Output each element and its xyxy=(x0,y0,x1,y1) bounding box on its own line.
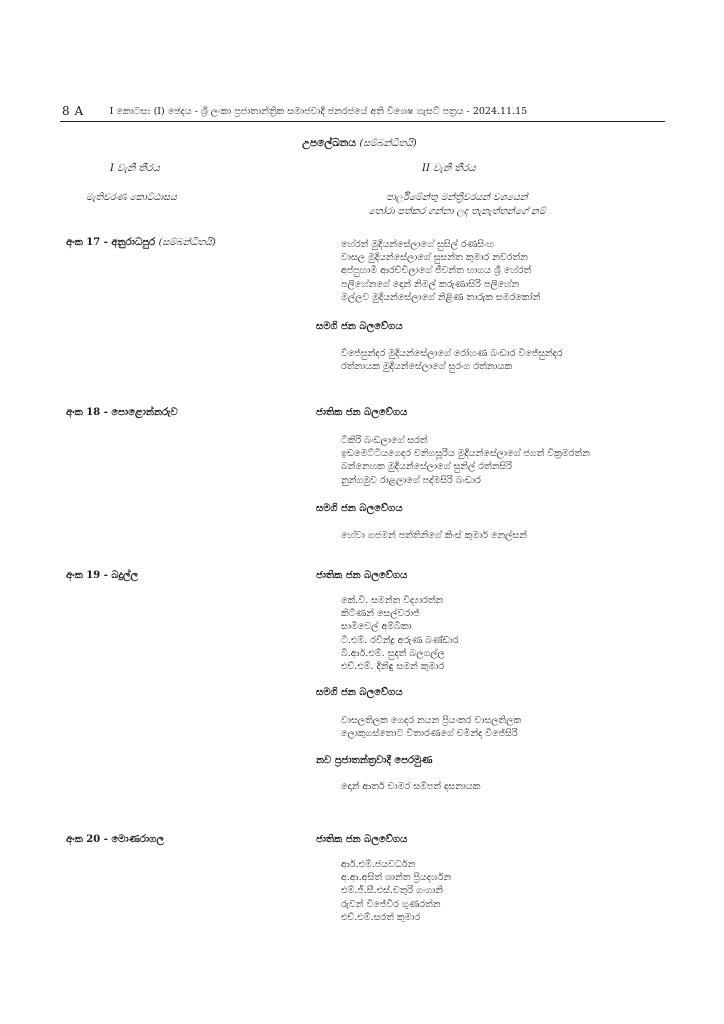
district-name: අංක 19 - බදුල්ල xyxy=(66,570,139,581)
member-name: වාසල මුදියන්සේලාගේ සුසන්ත කුමාර නවරත්න xyxy=(341,252,528,264)
member-name: සාමිවෙල් අම්බිකා xyxy=(341,621,412,633)
column-2-heading: II වැනි තීරය xyxy=(422,163,476,174)
district-label xyxy=(66,570,138,581)
name-list xyxy=(341,858,451,924)
column-2-subheading-line-1: පාර්ලිමේන්තු මන්ත්‍රීවරයන් වශයෙන් xyxy=(386,192,528,203)
member-name: විජේසුන්දර මුදියන්සේලාගේ රෝහණ බංඩාර විජේසුන්දර xyxy=(341,348,563,359)
party-heading: සමගි ජන බලවේගය xyxy=(316,503,403,514)
member-name: කිට්ණන් සෙල්වරාජ් xyxy=(341,608,420,620)
party-heading: ජාතික ජන බලවේගය xyxy=(316,570,408,581)
party-heading: නව ප්‍රජාතන්ත්‍රවාදී පෙරමුණ xyxy=(316,755,433,766)
name-list xyxy=(341,434,590,487)
party-heading: සමගි ජන බලවේගය xyxy=(316,687,403,698)
schedule-title-paren: (සම්බන්ධිතයි) xyxy=(359,138,417,149)
name-list xyxy=(341,780,480,793)
member-name: එම්.ජී.සී.එස්.චතුරි ගංගානි xyxy=(341,885,444,897)
member-name: රුවන් විජේවීර ගුණරත්න xyxy=(341,898,441,910)
name-list xyxy=(341,529,527,542)
district-name: අංක 20 - මොණරාගල xyxy=(66,834,164,845)
gazette-title: I කොටස: (I) ඡෙදය - ශ්‍රී ලංකා ප්‍රජාතාන්ත්‍රික සමාජවාදී ජනරජයේ අති විශෙෂ ගැසට් පත්‍රය - 2024.11.15 xyxy=(109,105,528,117)
member-name: වාසලතිලක ගෙදර නයන ප්‍රියංකර වාසලතිලක xyxy=(341,715,522,726)
column-2-subheading-line-2: තෝරා පත්කර ගන්නා ලද තැනැත්තන්ගේ නම් xyxy=(368,206,546,217)
member-name: පලිහේනගේ දොන් නිමල් කරුණාසිරි පලිහේන xyxy=(341,278,520,290)
member-name: ටී.එම්. රවීන්ද්‍ර අරුණ බණ්ඩාර xyxy=(341,634,459,646)
schedule-title xyxy=(302,137,417,150)
member-name: ටිකිරි බංඩලාගේ සරත් xyxy=(341,435,428,446)
member-name: අප්පුහාමි ආරච්චිලාගේ ජීවන්ත භාගය ශ්‍රී හේරත් xyxy=(341,265,532,277)
member-name: දොන් ආතර් චාමර සම්පත් දසනායක xyxy=(341,781,481,792)
column-1-heading: I වැනි තීරය xyxy=(110,163,160,174)
name-list xyxy=(341,594,459,673)
party-heading: සමගි ජන බලවේගය xyxy=(316,321,403,332)
name-list xyxy=(341,347,563,373)
schedule-title-text: උපලේඛනය xyxy=(302,137,356,149)
column-2-subheading xyxy=(362,191,552,219)
member-name: ලොකුගස්තොට විතාරණගේ චමින්ද විජේසිරි xyxy=(341,728,518,740)
member-name: රත්නායක මුදියන්සේලාගේ සුරංග රත්නායක xyxy=(341,361,513,373)
page-number: 8 A xyxy=(62,104,84,118)
member-name: බී.ආර්.එම්. සුදත් බලගල්ල xyxy=(341,647,445,659)
header-rule xyxy=(60,121,665,122)
member-name: අ.ආ.අසිත් ශාන්ත ප්‍රියදර්ශන xyxy=(341,872,452,884)
member-name: නුන්ගමුව රාළලාගේ පද්මසිරි බංඩාර xyxy=(341,474,481,486)
member-name: බන්නෙහක මුදියන්සේලාගේ සුනිල් රත්නසිරි xyxy=(341,461,512,473)
member-name: ආර්.එම්.ජයවර්ධන xyxy=(341,859,416,870)
district-label xyxy=(66,407,178,418)
running-header xyxy=(62,100,662,122)
member-name: කේ.වී. සමන්ත විද්‍යාරත්න xyxy=(341,595,444,606)
member-name: හේරත් මුදියන්සේලාගේ සුසිල් රණසිංහ xyxy=(341,239,495,250)
member-name: එච්.එම්. දිනිඳු සමන් කුමාර xyxy=(341,660,445,672)
district-name: අංක 18 - පොළොන්නරුව xyxy=(66,407,178,418)
member-name: හේවා ගජමන් පත්තිනිගේ කිංස් කුමාර් නෙල්සන් xyxy=(341,530,527,541)
party-heading: ජාතික ජන බලවේගය xyxy=(316,407,408,418)
district-paren: (සම්බන්ධිතයි) xyxy=(158,237,216,248)
name-list xyxy=(341,714,521,740)
party-heading: ජාතික ජන බලවේගය xyxy=(316,834,408,845)
district-label xyxy=(66,237,216,248)
column-1-subheading: මැතිවරණ කොට්ඨාසය xyxy=(86,192,177,203)
member-name: එච්.එම්.සරත් කුමාර xyxy=(341,911,421,923)
member-name: මල්ලව මුදියන්සේලාගේ නිළිණ තාරුක සමරකෝන් xyxy=(341,291,541,303)
name-list xyxy=(341,238,540,304)
district-label xyxy=(66,834,164,845)
member-name: ඉඩමෙට්ටියගෙදර වනිගසූරිය මුදියන්සේලාගේ ජගත් වික්‍රමරත්න xyxy=(341,448,590,460)
district-name: අංක 17 - අනුරාධපුර xyxy=(66,237,156,248)
